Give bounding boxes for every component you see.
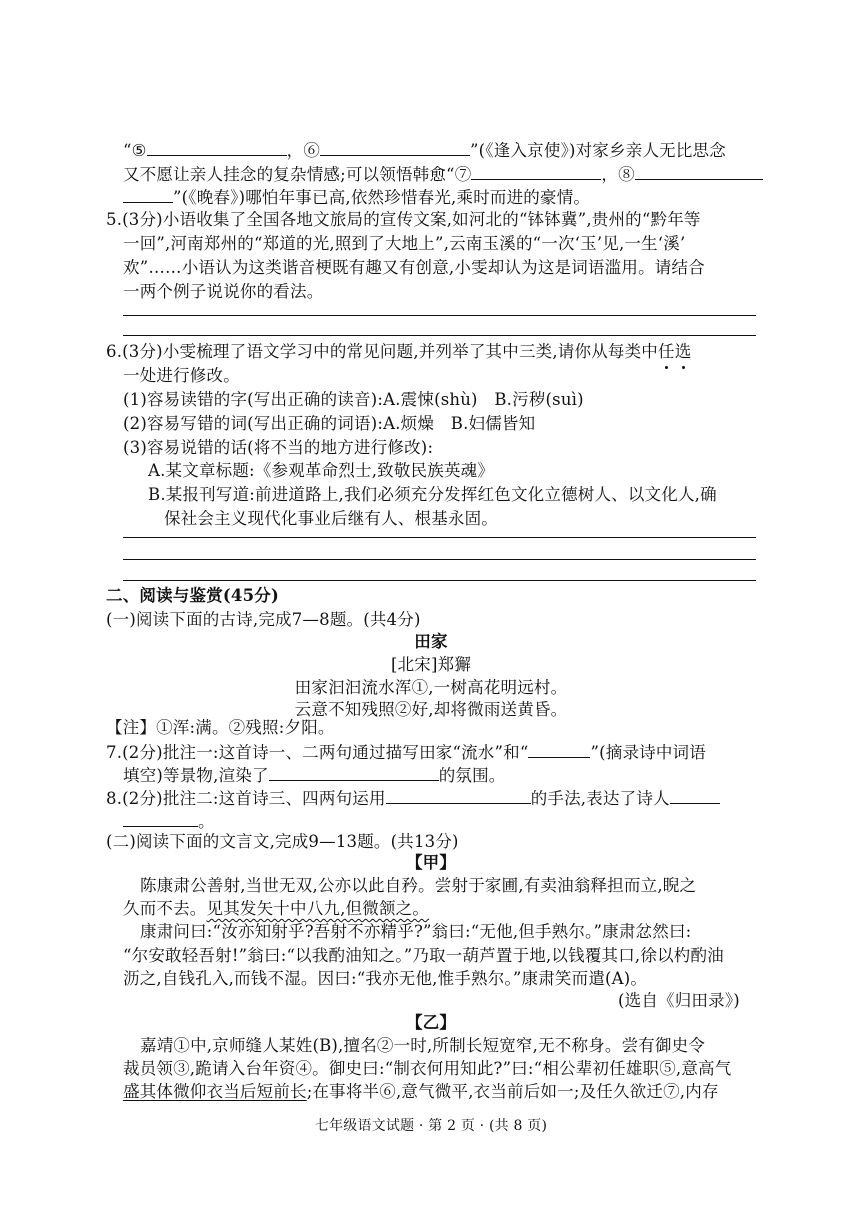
q8-text: 8.(2分)批注二:这首诗三、四两句运用 bbox=[106, 789, 386, 808]
emphasis-char: 任 bbox=[658, 342, 675, 361]
emphasis-char: 选 bbox=[674, 342, 692, 361]
q5-line-3: 欢”……小语认为这类谐音梗既有趣又有创意,小雯却认为这是词语滥用。请结合 bbox=[123, 258, 705, 277]
q6-line-1 bbox=[106, 341, 691, 363]
jia-line-4: “尔安敢轻吾射!”翁曰:“以我酌油知之。”乃取一葫芦置于地,以钱覆其口,徐以杓酌油 bbox=[123, 946, 724, 965]
poem-author: [北宋]郑獬 bbox=[390, 655, 472, 674]
q8-line-2 bbox=[123, 810, 215, 833]
answer-blank-6[interactable] bbox=[320, 139, 470, 156]
q4-line-2 bbox=[123, 163, 763, 186]
poem-title: 田家 bbox=[414, 632, 448, 651]
q4-text: “⑤ bbox=[123, 141, 147, 160]
q8-text: 。 bbox=[198, 812, 215, 831]
q4-text: ”(《逢入京使》)对家乡亲人无比思念 bbox=[470, 141, 726, 160]
wavy-underlined-sentence: 见其发矢十中八九,但微颔之。 bbox=[206, 899, 430, 918]
q5-line-1: 5.(3分)小语收集了全国各地文旅局的宣传文案,如河北的“钵钵冀”,贵州的“黔年等 bbox=[106, 210, 701, 229]
poem-note: 【注】①浑:满。②残照:夕阳。 bbox=[106, 718, 335, 737]
q7-line-1 bbox=[106, 741, 706, 764]
q4-text: ”(《晚春》)哪怕年事已高,依然珍惜春光,乘时而进的豪情。 bbox=[173, 188, 591, 207]
answer-blank-q8b[interactable] bbox=[670, 787, 720, 804]
poem-line-2: 云意不知残照②好,却将微雨送黄昏。 bbox=[294, 700, 568, 719]
yi-text: ;在事将半⑥,意气微平,衣当前后如一;及任久欲迁⑦,内存 bbox=[306, 1082, 719, 1101]
q7-text: 填空)等景物,渲染了 bbox=[123, 766, 269, 785]
answer-blank-q8a[interactable] bbox=[386, 787, 531, 804]
answer-blank-8a[interactable] bbox=[635, 163, 763, 180]
jia-line-5: 沥之,自钱孔入,而钱不湿。因曰:“我亦无他,惟手熟尔。”康肃笑而遣(A)。 bbox=[123, 969, 648, 988]
jia-text: 久而不去。 bbox=[123, 899, 207, 918]
q7-text: ”(摘录诗中词语 bbox=[590, 743, 706, 762]
q5-line-4: 一两个例子说说你的看法。 bbox=[123, 282, 324, 301]
yi-line-3 bbox=[123, 1081, 719, 1103]
q5-line-2: 一回”,河南郑州的“郑道的光,照到了大地上”,云南玉溪的“一次‘玉’见,一生‘溪’ bbox=[123, 234, 686, 253]
answer-blank-q7b[interactable] bbox=[269, 764, 439, 781]
answer-blank-7[interactable] bbox=[471, 163, 601, 180]
q6-answer-line-3[interactable] bbox=[123, 580, 756, 581]
jia-line-2 bbox=[123, 898, 429, 920]
q6-line-8: 保社会主义现代化事业后继有人、根基永固。 bbox=[164, 509, 498, 528]
poem-line-1: 田家汩汩流水浑①,一树高花明远村。 bbox=[294, 678, 568, 697]
passage-jia-heading: 【甲】 bbox=[405, 853, 457, 872]
q4-text: 又不愿让亲人挂念的复杂情感;可以领悟韩愈“⑦ bbox=[123, 165, 472, 184]
q6-line-2: 一处进行修改。 bbox=[123, 366, 240, 385]
q6-text: 6.(3分)小雯梳理了语文学习中的常见问题,并列举了其中三类,请你从每类中 bbox=[106, 342, 659, 361]
q6-line-3: (1)容易读错的字(写出正确的读音):A.震悚(shù) B.污秽(suì) bbox=[123, 390, 584, 409]
section-2-title: 二、阅读与鉴赏(45分) bbox=[106, 586, 279, 605]
answer-blank-8b[interactable] bbox=[123, 186, 173, 203]
q6-line-6: A.某文章标题:《参观革命烈士,致敬民族英魂》 bbox=[148, 461, 495, 480]
q7-text: 的氛围。 bbox=[438, 766, 506, 785]
part-2-title: (二)阅读下面的文言文,完成9—13题。(共13分) bbox=[106, 832, 459, 851]
jia-source: (选自《归田录》) bbox=[618, 991, 740, 1010]
q8-line-1 bbox=[106, 787, 720, 810]
q5-answer-line-1[interactable] bbox=[123, 315, 756, 316]
q4-text: ，⑧ bbox=[601, 165, 635, 184]
q4-line-3 bbox=[123, 186, 590, 209]
q6-answer-line-1[interactable] bbox=[123, 537, 756, 538]
page-footer: 七年级语文试题 · 第 2 页 · (共 8 页) bbox=[314, 1118, 548, 1134]
q4-line-1 bbox=[123, 139, 726, 162]
q6-line-4: (2)容易写错的词(写出正确的词语):A.烦燥 B.妇儒皆知 bbox=[123, 414, 536, 433]
q7-text: 7.(2分)批注一:这首诗一、二两句通过描写田家“流水”和“ bbox=[106, 743, 529, 762]
q7-line-2 bbox=[123, 764, 506, 787]
q8-text: 的手法,表达了诗人 bbox=[530, 789, 670, 808]
q5-answer-line-2[interactable] bbox=[123, 335, 756, 336]
yi-line-2: 裁员领③,跪请入台年资④。御史曰:“制衣何用知此?”曰:“相公辈初任雄职⑤,意高气 bbox=[123, 1059, 732, 1078]
passage-yi-heading: 【乙】 bbox=[405, 1013, 457, 1032]
jia-line-3: 康肃问曰:“汝亦知射乎?吾射不亦精乎?”翁曰:“无他,但手熟尔。”康肃忿然曰: bbox=[140, 922, 692, 941]
q6-line-5: (3)容易说错的话(将不当的地方进行修改): bbox=[123, 438, 434, 457]
q6-line-7: B.某报刊写道:前进道路上,我们必须充分发挥红色文化立德树人、以文化人,确 bbox=[148, 485, 717, 504]
jia-line-1: 陈康肃公善射,当世无双,公亦以此自矜。尝射于家圃,有卖油翁释担而立,睨之 bbox=[140, 876, 697, 895]
answer-blank-q7a[interactable] bbox=[528, 741, 590, 758]
part-1-title: (一)阅读下面的古诗,完成7—8题。(共4分) bbox=[106, 610, 421, 629]
answer-blank-5[interactable] bbox=[147, 139, 287, 156]
answer-blank-q8c[interactable] bbox=[123, 810, 198, 827]
underlined-sentence: 盛其体微仰衣当后短前长 bbox=[123, 1082, 307, 1101]
q6-answer-line-2[interactable] bbox=[123, 559, 756, 560]
q4-text: ，⑥ bbox=[286, 141, 321, 160]
yi-line-1: 嘉靖①中,京师缝人某姓(B),擅名②一时,所制长短宽窄,无不称身。尝有御史令 bbox=[140, 1036, 706, 1055]
